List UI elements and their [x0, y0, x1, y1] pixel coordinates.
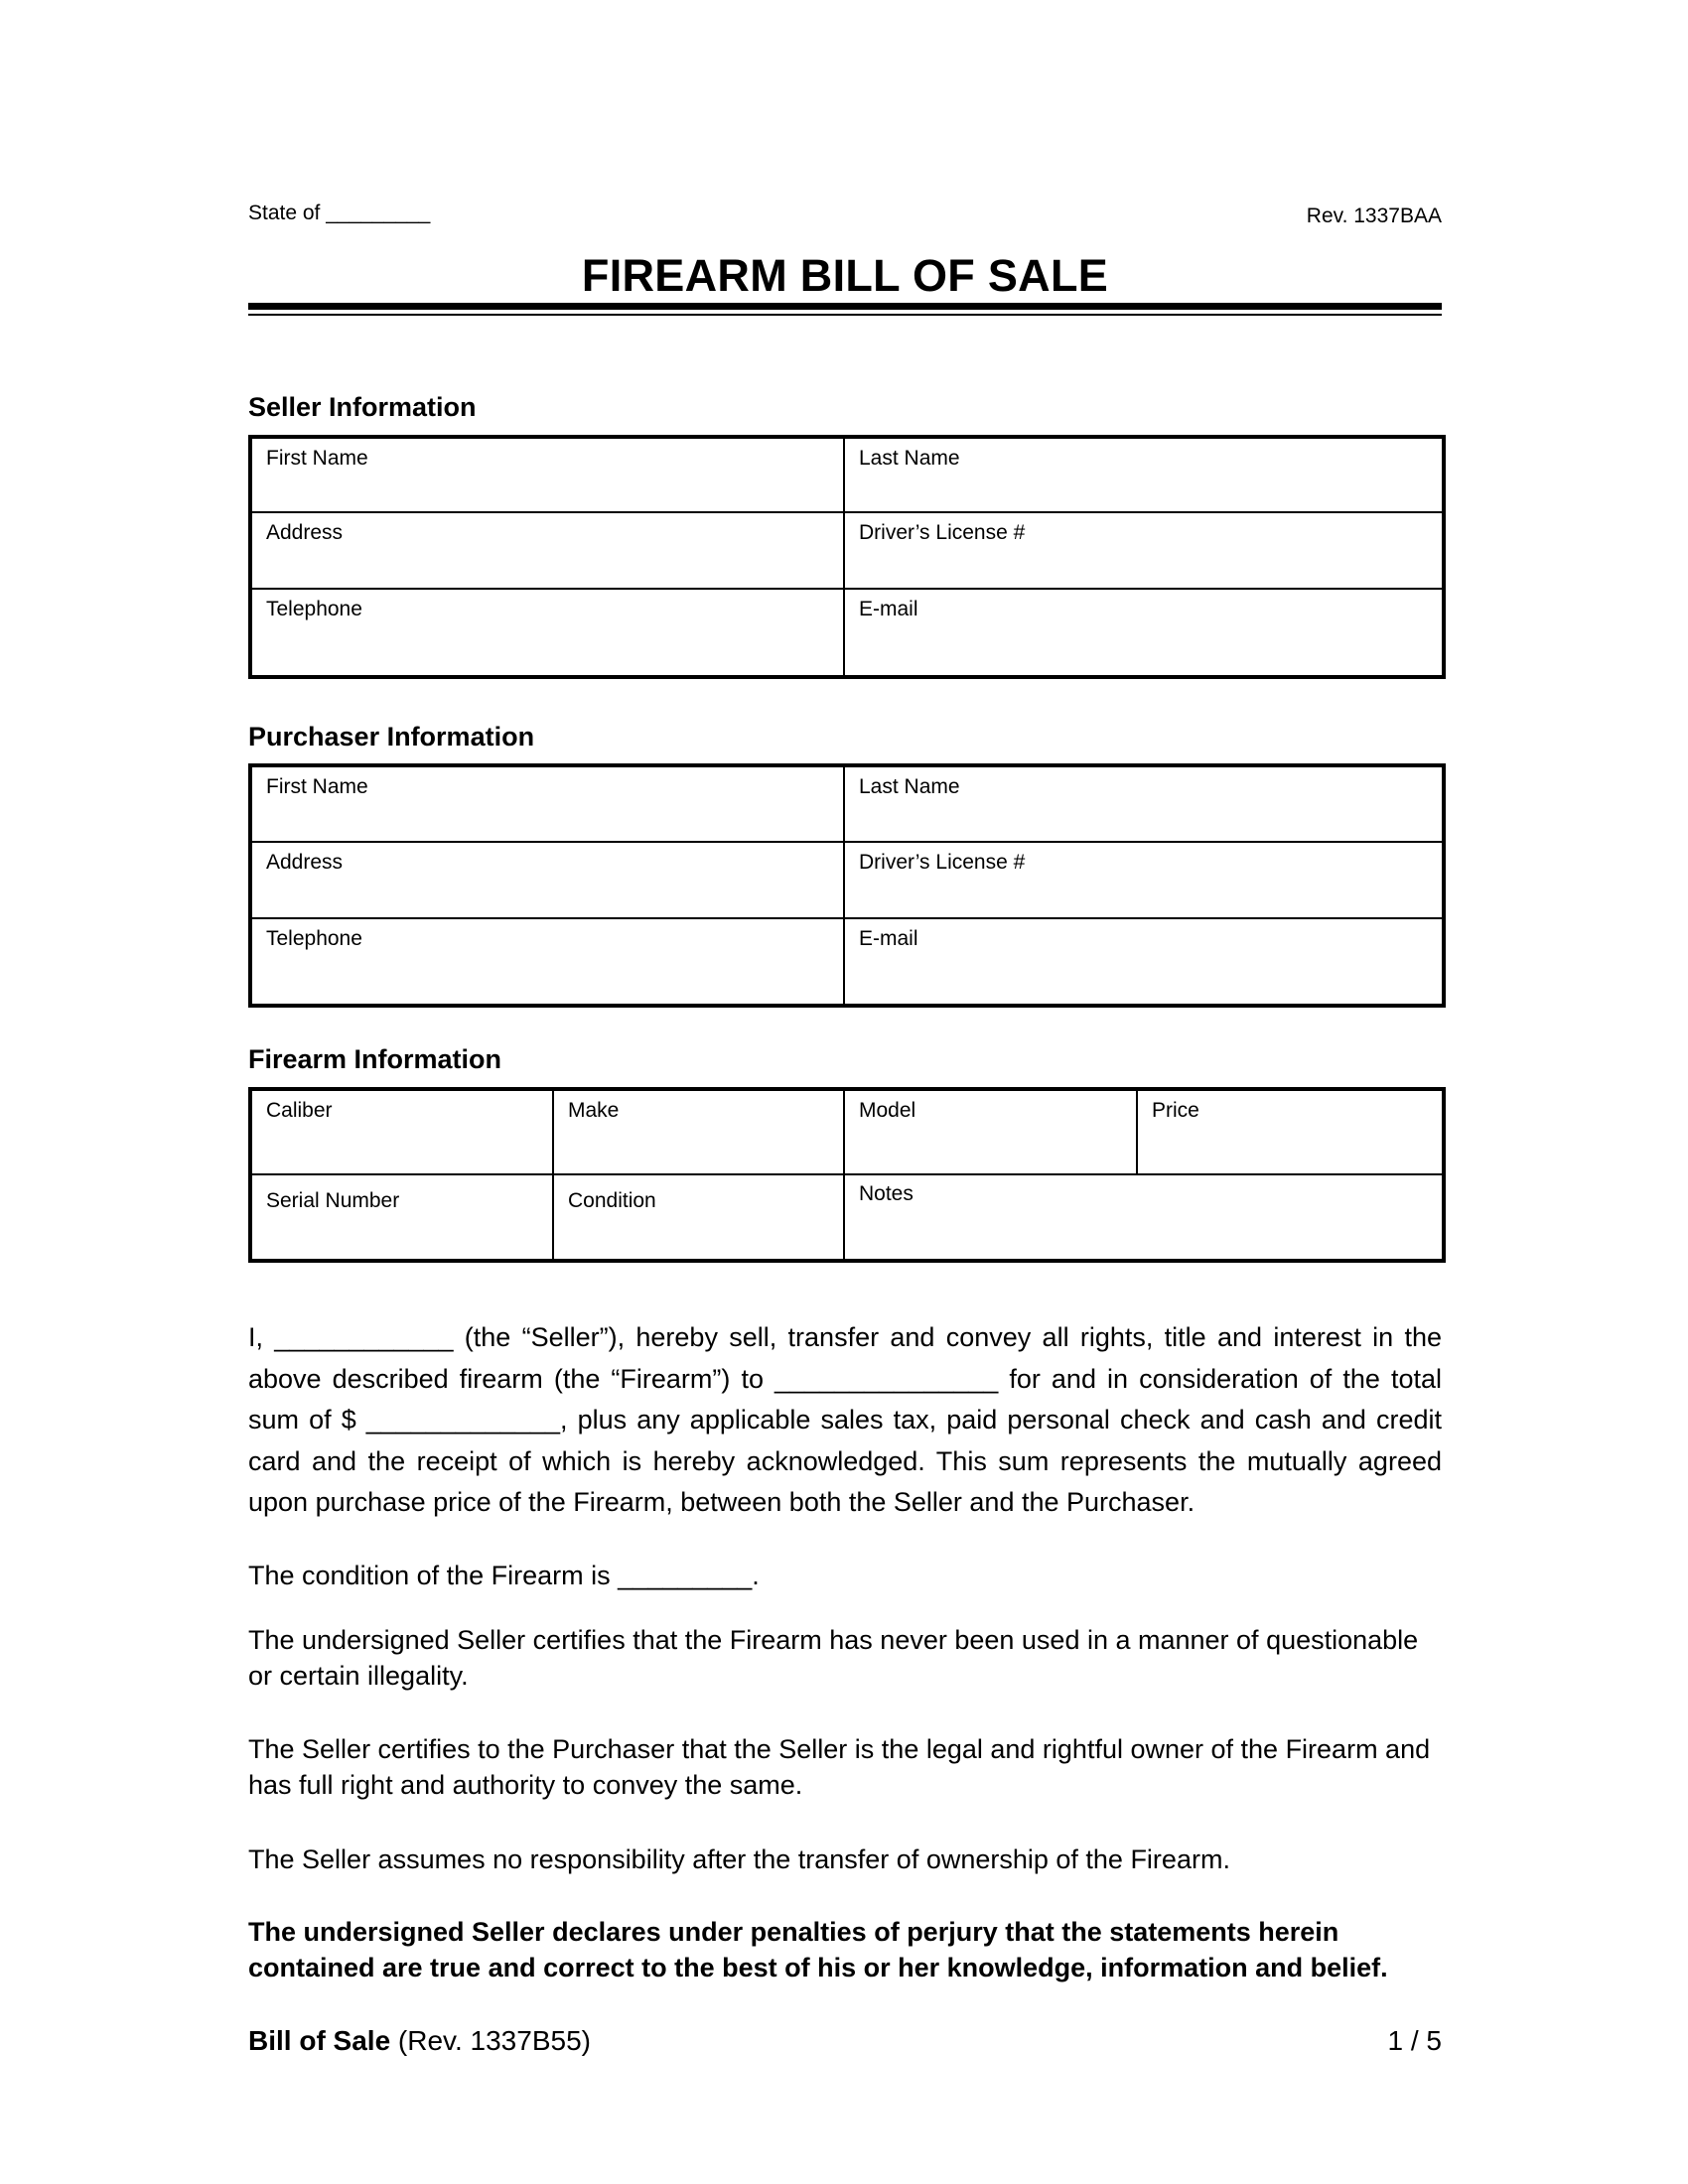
purchaser-info-table	[248, 763, 1446, 1008]
responsibility-paragraph: The Seller assumes no responsibility after the transfer of ownership of the Firearm.	[248, 1844, 1230, 1874]
title-rule-thick	[248, 303, 1442, 310]
seller-info-table	[248, 435, 1446, 679]
title-rule-thin	[248, 314, 1442, 316]
firearm-info-table	[248, 1087, 1446, 1263]
seller-last-name-field[interactable]: Last Name	[844, 437, 1444, 512]
purchaser-first-name-field[interactable]: First Name	[250, 765, 844, 842]
caliber-field[interactable]: Caliber	[250, 1089, 553, 1174]
seller-email-field[interactable]: E-mail	[844, 589, 1444, 677]
perjury-declaration: The undersigned Seller declares under penalties of perjury that the statements herein contained are true and correct to the best of his or her knowledge, information and belief.	[248, 1917, 1388, 1982]
purchaser-email-field[interactable]: E-mail	[844, 918, 1444, 1006]
footer-doc-name: Bill of Sale	[248, 2025, 391, 2056]
legality-paragraph: The undersigned Seller certifies that the Firearm has never been used in a manner of questionable or certain illegality.	[248, 1625, 1419, 1691]
document-page	[248, 0, 1442, 2184]
purchaser-license-field[interactable]: Driver’s License #	[844, 842, 1444, 918]
revision-code: Rev. 1337BAA	[1306, 205, 1442, 227]
purchaser-telephone-field[interactable]: Telephone	[250, 918, 844, 1006]
seller-telephone-field[interactable]: Telephone	[250, 589, 844, 677]
seller-license-field[interactable]: Driver’s License #	[844, 512, 1444, 589]
serial-number-field[interactable]: Serial Number	[250, 1174, 553, 1261]
firearm-section-heading: Firearm Information	[248, 1044, 502, 1074]
seller-address-field[interactable]: Address	[250, 512, 844, 589]
notes-field[interactable]: Notes	[844, 1174, 1444, 1261]
footer-doc-rev: (Rev. 1337B55)	[390, 2025, 591, 2056]
state-label: State of _________	[248, 202, 431, 224]
purchaser-address-field[interactable]: Address	[250, 842, 844, 918]
purchaser-section-heading: Purchaser Information	[248, 722, 535, 751]
sale-paragraph-text: I, ____________ (the “Seller”), hereby sell, transfer and convey all rights, title and interest in the above described firearm (the “Firearm”) to _______________ for and in consideration of the total sum of $ _____________, plus any applicable sales tax, paid personal check and cash and credit card and the receipt of which is hereby acknowledged. This sum represents the mutually agreed upon purchase price of the Firearm, between both the Seller and the Purchaser.	[248, 1322, 1442, 1517]
price-field[interactable]: Price	[1137, 1089, 1444, 1174]
document-title: FIREARM BILL OF SALE	[581, 250, 1109, 301]
ownership-paragraph: The Seller certifies to the Purchaser that the Seller is the legal and rightful owner of the Firearm and has full right and authority to convey the same.	[248, 1734, 1431, 1800]
sale-paragraph	[248, 1317, 1442, 1524]
make-field[interactable]: Make	[553, 1089, 844, 1174]
seller-first-name-field[interactable]: First Name	[250, 437, 844, 512]
purchaser-last-name-field[interactable]: Last Name	[844, 765, 1444, 842]
condition-line: The condition of the Firearm is _________.	[248, 1561, 760, 1590]
seller-section-heading: Seller Information	[248, 392, 477, 422]
page-number: 1 / 5	[1387, 2025, 1442, 2056]
condition-field[interactable]: Condition	[553, 1174, 844, 1261]
model-field[interactable]: Model	[844, 1089, 1137, 1174]
footer-doc-label	[248, 2025, 591, 2057]
